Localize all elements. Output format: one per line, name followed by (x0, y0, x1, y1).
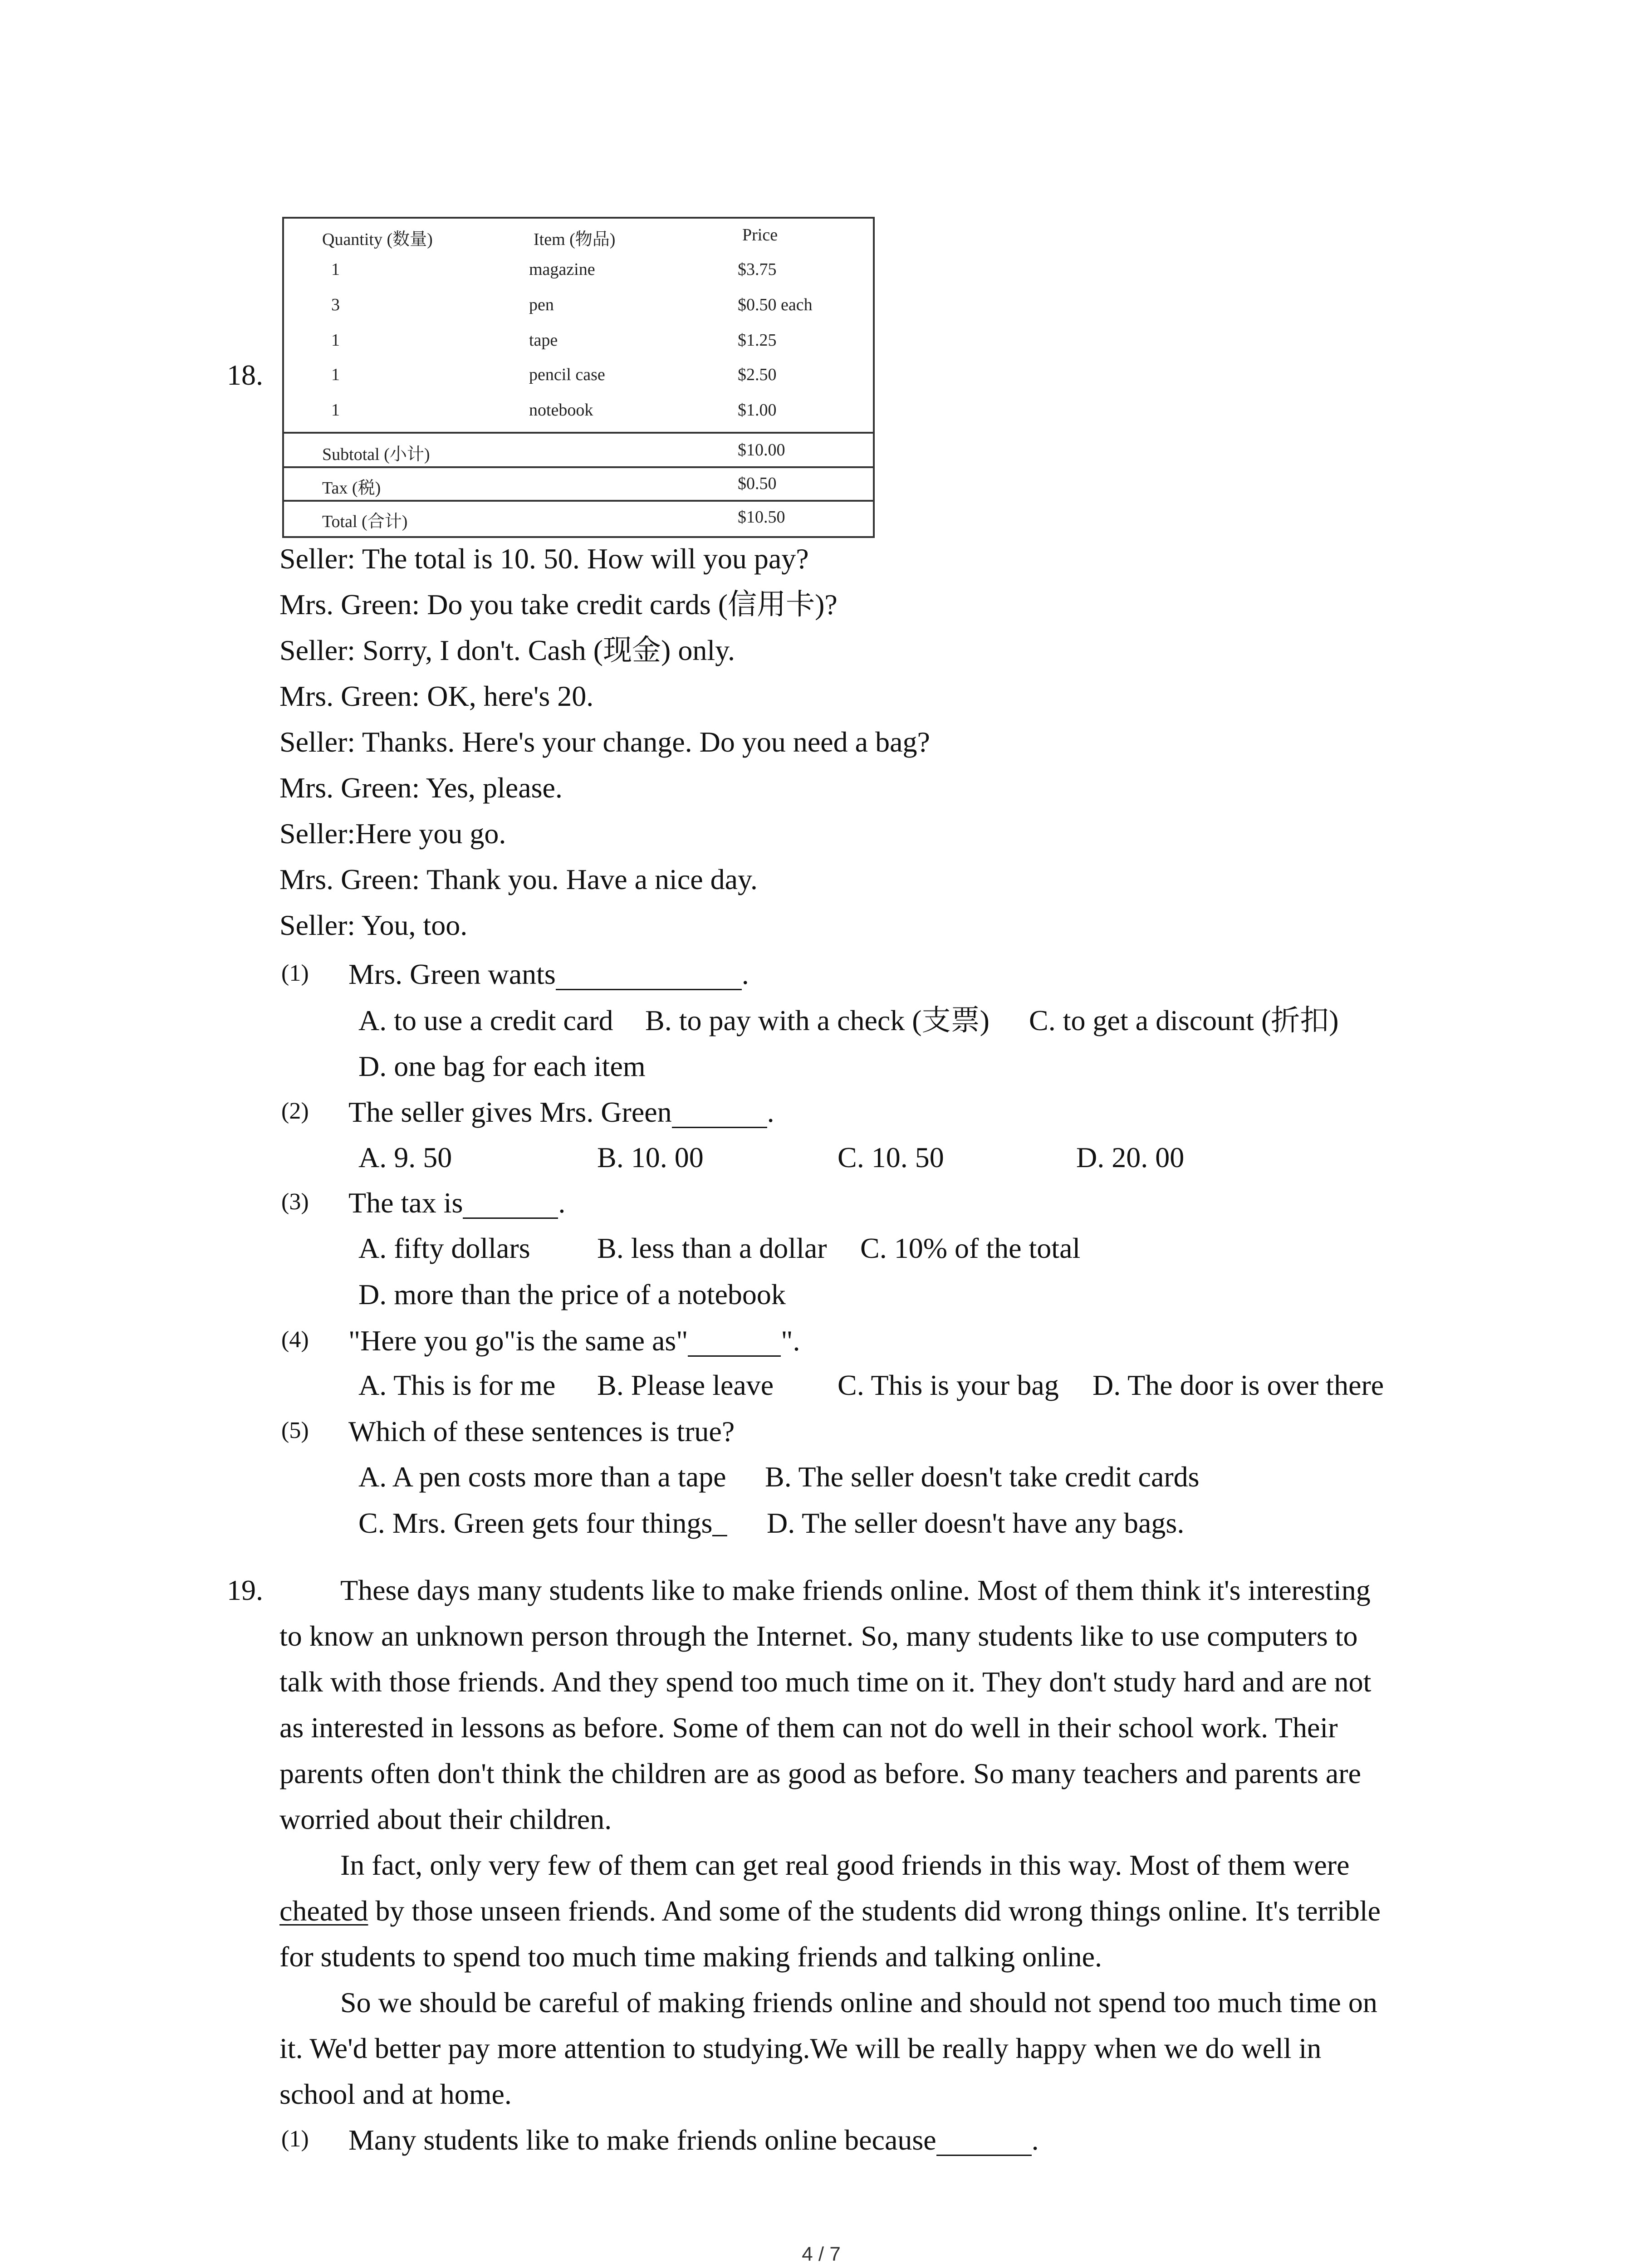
table-row (284, 324, 873, 358)
cell-item: tape (529, 331, 558, 350)
option[interactable]: D. The seller doesn't have any bags. (767, 1507, 1185, 1539)
cell-price: $3.75 (738, 260, 777, 279)
cell-item: pen (529, 295, 554, 314)
option[interactable]: B. The seller doesn't take credit cards (765, 1461, 1200, 1493)
cell-quantity: 1 (331, 260, 340, 279)
dialogue-line: Mrs. Green: Do you take credit cards (信用卡)? (279, 588, 838, 621)
passage-line: as interested in lessons as before. Some of them can not do well in their school work. Their (279, 1711, 1338, 1744)
option[interactable]: D. The door is over there (1092, 1369, 1384, 1401)
sub-question-number: (3) (281, 1189, 309, 1215)
dialogue-line: Mrs. Green: Yes, please. (279, 772, 563, 804)
cell-price: $1.00 (738, 401, 777, 420)
cell-quantity: 1 (331, 365, 340, 384)
subtotal-row (284, 434, 873, 468)
tax-label: Tax (税) (322, 479, 381, 498)
option[interactable]: A. to use a credit card (358, 1004, 613, 1036)
passage-line: In fact, only very few of them can get real good friends in this way. Most of them were (340, 1849, 1350, 1881)
dialogue-line: Seller: You, too. (279, 909, 468, 941)
header-price: Price (742, 225, 778, 244)
question-stem: The tax is . (348, 1187, 566, 1219)
passage-line: So we should be careful of making friends online and should not spend too much time on (340, 1986, 1377, 2019)
sub-question-number: (2) (281, 1098, 309, 1124)
table-row (284, 394, 873, 428)
cell-item: notebook (529, 401, 593, 420)
cell-price: $2.50 (738, 365, 777, 384)
table-row (284, 358, 873, 393)
passage-line: talk with those friends. And they spend too much time on it. They don't study hard and are not (279, 1666, 1372, 1698)
option[interactable]: C. 10% of the total (860, 1232, 1081, 1264)
option[interactable]: B. Please leave (597, 1369, 774, 1401)
option[interactable]: B. less than a dollar (597, 1232, 827, 1264)
question-stem: "Here you go"is the same as" ". (348, 1325, 800, 1357)
option[interactable]: C. This is your bag (838, 1369, 1059, 1401)
passage-line: it. We'd better pay more attention to studying.We will be really happy when we do well in (279, 2032, 1322, 2064)
question-stem: The seller gives Mrs. Green . (348, 1096, 774, 1128)
passage-line: for students to spend too much time making friends and talking online. (279, 1941, 1102, 1973)
underlined-word: cheated (279, 1895, 368, 1927)
option[interactable]: A. fifty dollars (358, 1232, 530, 1264)
answer-blank[interactable] (556, 960, 742, 990)
passage-line: cheated by those unseen friends. And some of the students did wrong things online. It's terrible (279, 1895, 1381, 1927)
passage-line: to know an unknown person through the Internet. So, many students like to use computers to (279, 1620, 1358, 1652)
header-item: Item (物品) (534, 230, 616, 249)
option[interactable]: D. 20. 00 (1076, 1141, 1185, 1173)
sub-question-number: (4) (281, 1327, 309, 1353)
question-stem: Mrs. Green wants . (348, 958, 749, 990)
total-label: Total (合计) (322, 512, 408, 531)
subtotal-label: Subtotal (小计) (322, 445, 430, 464)
option[interactable]: B. 10. 00 (597, 1141, 704, 1173)
cell-quantity: 3 (331, 295, 340, 314)
dialogue-line: Mrs. Green: Thank you. Have a nice day. (279, 863, 758, 895)
option[interactable]: D. more than the price of a notebook (358, 1278, 786, 1310)
subtotal-value: $10.00 (738, 440, 785, 459)
cell-quantity: 1 (331, 331, 340, 350)
cell-item: magazine (529, 260, 595, 279)
cell-quantity: 1 (331, 401, 340, 420)
sub-question-number: (1) (281, 960, 309, 986)
question-stem: Which of these sentences is true? (348, 1415, 735, 1447)
option[interactable]: D. one bag for each item (358, 1050, 646, 1082)
option[interactable]: A. A pen costs more than a tape (358, 1461, 726, 1493)
table-header-row (284, 219, 873, 253)
question-stem: Many students like to make friends online because . (348, 2124, 1039, 2156)
passage-line: school and at home. (279, 2078, 512, 2110)
option[interactable]: A. 9. 50 (358, 1141, 452, 1173)
dialogue-line: Seller:Here you go. (279, 817, 506, 850)
cell-price: $1.25 (738, 331, 777, 350)
option[interactable]: C. Mrs. Green gets four things_ (358, 1507, 727, 1539)
question-number-18: 18. (227, 359, 263, 391)
page-number: 4 / 7 (802, 2243, 841, 2265)
dialogue-line: Seller: Sorry, I don't. Cash (现金) only. (279, 634, 735, 666)
answer-blank[interactable] (688, 1326, 781, 1357)
header-quantity: Quantity (数量) (322, 230, 433, 249)
answer-blank[interactable] (936, 2126, 1032, 2156)
receipt-table (282, 217, 875, 538)
sub-question-number: (1) (281, 2126, 309, 2152)
table-row (284, 288, 873, 323)
answer-blank[interactable] (672, 1098, 767, 1128)
tax-row (284, 467, 873, 502)
option[interactable]: C. to get a discount (折扣) (1029, 1004, 1339, 1036)
cell-price: $0.50 each (738, 295, 813, 314)
table-row (284, 253, 873, 288)
total-value: $10.50 (738, 508, 785, 527)
passage-line: worried about their children. (279, 1803, 612, 1835)
option[interactable]: B. to pay with a check (支票) (645, 1004, 989, 1036)
passage-line: These days many students like to make friends online. Most of them think it's interesting (340, 1574, 1371, 1606)
total-row (284, 501, 873, 535)
answer-blank[interactable] (463, 1188, 558, 1219)
option[interactable]: C. 10. 50 (838, 1141, 944, 1173)
question-number-19: 19. (227, 1574, 263, 1606)
dialogue-line: Seller: Thanks. Here's your change. Do you need a bag? (279, 726, 930, 758)
option[interactable]: A. This is for me (358, 1369, 556, 1401)
tax-value: $0.50 (738, 474, 777, 493)
passage-line: parents often don't think the children are as good as before. So many teachers and parents are (279, 1757, 1361, 1789)
dialogue-line: Seller: The total is 10. 50. How will you pay? (279, 543, 809, 575)
dialogue-line: Mrs. Green: OK, here's 20. (279, 680, 594, 712)
sub-question-number: (5) (281, 1418, 309, 1443)
cell-item: pencil case (529, 365, 605, 384)
